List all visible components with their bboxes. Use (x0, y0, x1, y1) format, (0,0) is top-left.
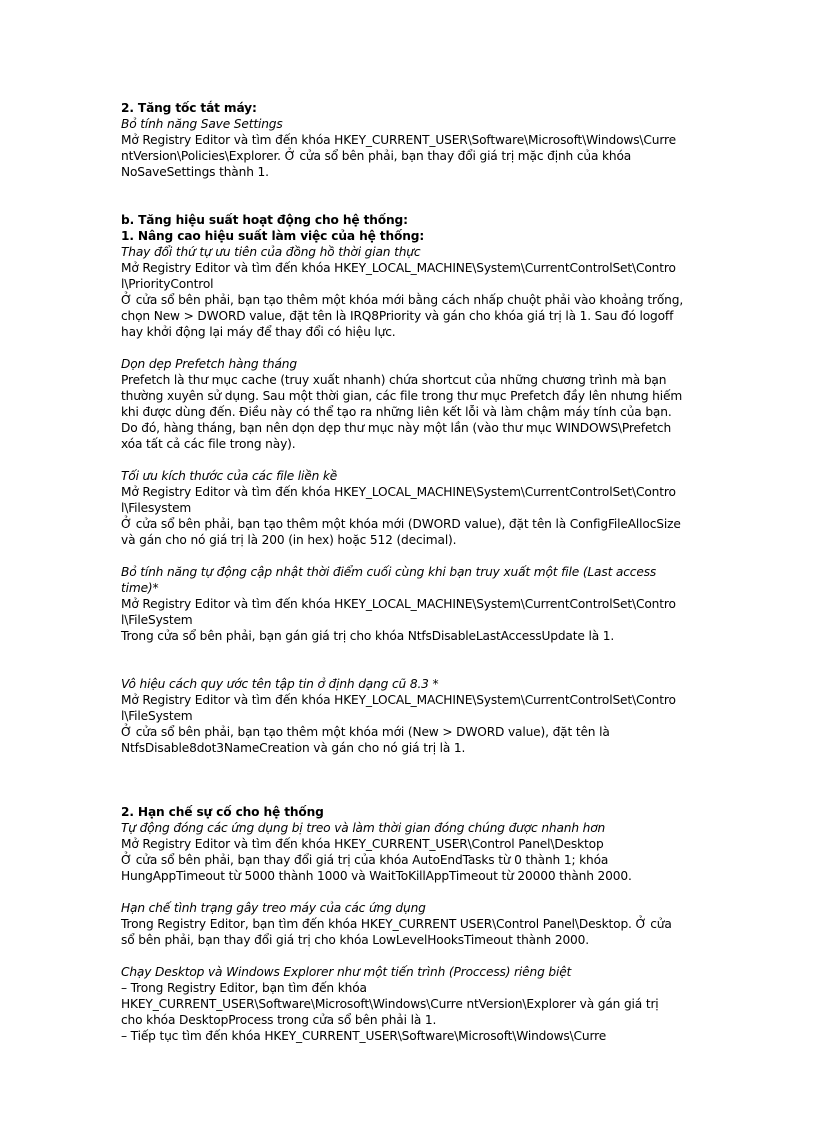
section-speedup-shutdown (121, 100, 701, 180)
tip-text-line: hay khởi động lại máy để thay đổi có hiệu lực. (121, 325, 396, 339)
tip-text-line: l\Filesystem (121, 501, 192, 515)
tip-text-line: ntVersion\Policies\Explorer. Ở cửa sổ bên phải, bạn thay đổi giá trị mặc định của khóa (121, 149, 632, 163)
tip-text-line: Mở Registry Editor và tìm đến khóa HKEY_LOCAL_MACHINE\System\CurrentControlSet\Contro (121, 261, 676, 275)
tip-title: Bỏ tính năng tự động cập nhật thời điểm cuối cùng khi bạn truy xuất một file (Last access (121, 565, 657, 579)
tip-clean-prefetch (121, 356, 701, 452)
tip-text-line: l\FileSystem (121, 709, 193, 723)
tip-text-line: NoSaveSettings thành 1. (121, 165, 269, 179)
tip-title: time)* (121, 581, 159, 595)
tip-text-line: Prefetch là thư mục cache (truy xuất nhanh) chứa shortcut của những chương trình mà bạn (121, 373, 667, 387)
section-performance (121, 212, 701, 756)
tip-desktop-process (121, 964, 701, 1044)
tip-text-line: xóa tất cả các file trong này). (121, 437, 296, 451)
tip-text-line: Ở cửa sổ bên phải, bạn tạo thêm một khóa mới (DWORD value), đặt tên là ConfigFileAllocSize (121, 517, 681, 531)
tip-text-line: Mở Registry Editor và tìm đến khóa HKEY_CURRENT_USER\Software\Microsoft\Windows\Curre (121, 133, 676, 147)
tip-title: Vô hiệu cách quy ước tên tập tin ở định dạng cũ 8.3 * (121, 677, 439, 691)
tip-8dot3-name-creation (121, 676, 701, 756)
tip-text-line: Trong Registry Editor, bạn tìm đến khóa HKEY_CURRENT USER\Control Panel\Desktop. Ở cửa (121, 917, 672, 931)
tip-contiguous-file-size (121, 468, 701, 548)
tip-text-line: Ở cửa sổ bên phải, bạn thay đổi giá trị của khóa AutoEndTasks từ 0 thành 1; khóa (121, 853, 609, 867)
document-page (121, 100, 701, 1044)
tip-title: Thay đổi thứ tự ưu tiên của đồng hồ thời gian thực (121, 245, 421, 259)
section-heading: b. Tăng hiệu suất hoạt động cho hệ thống: (121, 213, 408, 227)
section-limit-problems (121, 804, 701, 1044)
tip-low-level-hooks (121, 900, 701, 948)
tip-text-line: l\FileSystem (121, 613, 193, 627)
tip-text-line: Mở Registry Editor và tìm đến khóa HKEY_LOCAL_MACHINE\System\CurrentControlSet\Contro (121, 485, 676, 499)
tip-text-line: sổ bên phải, bạn thay đổi giá trị cho khóa LowLevelHooksTimeout thành 2000. (121, 933, 589, 947)
tip-text-line: chọn New > DWORD value, đặt tên là IRQ8Priority và gán cho khóa giá trị là 1. Sau đó logoff (121, 309, 674, 323)
tip-text-line: HungAppTimeout từ 5000 thành 1000 và WaitToKillAppTimeout từ 20000 thành 2000. (121, 869, 632, 883)
tip-title: Tự động đóng các ứng dụng bị treo và làm thời gian đóng chúng được nhanh hơn (121, 821, 606, 835)
section-heading: 2. Tăng tốc tắt máy: (121, 101, 257, 115)
section-heading: 2. Hạn chế sự cố cho hệ thống (121, 805, 324, 819)
tip-auto-end-tasks (121, 820, 701, 884)
tip-text-line: HKEY_CURRENT_USER\Software\Microsoft\Windows\Curre ntVersion\Explorer và gán giá trị (121, 997, 659, 1011)
tip-text-line: – Trong Registry Editor, bạn tìm đến khóa (121, 981, 367, 995)
tip-realtime-clock-priority (121, 244, 701, 340)
tip-text-line: khi được dùng đến. Điều này có thể tạo ra những liên kết lỗi và làm chậm máy tính của bạn. (121, 405, 672, 419)
tip-text-line: Mở Registry Editor và tìm đến khóa HKEY_CURRENT_USER\Control Panel\Desktop (121, 837, 604, 851)
tip-text-line: và gán cho nó giá trị là 200 (in hex) hoặc 512 (decimal). (121, 533, 457, 547)
tip-title: Tối ưu kích thước của các file liền kề (121, 469, 338, 483)
tip-text-line: – Tiếp tục tìm đến khóa HKEY_CURRENT_USER\Software\Microsoft\Windows\Curre (121, 1029, 607, 1043)
tip-last-access-update (121, 564, 701, 644)
tip-title: Bỏ tính năng Save Settings (121, 117, 283, 131)
section-subheading: 1. Nâng cao hiệu suất làm việc của hệ thống: (121, 229, 425, 243)
tip-text-line: NtfsDisable8dot3NameCreation và gán cho nó giá trị là 1. (121, 741, 466, 755)
tip-text-line: Ở cửa sổ bên phải, bạn tạo thêm một khóa mới bằng cách nhấp chuột phải vào khoảng trống, (121, 293, 684, 307)
tip-title: Dọn dẹp Prefetch hàng tháng (121, 357, 297, 371)
tip-title: Hạn chế tình trạng gây treo máy của các ứng dụng (121, 901, 426, 915)
tip-text-line: Do đó, hàng tháng, bạn nên dọn dẹp thư mục này một lần (vào thư mục WINDOWS\Prefetch (121, 421, 672, 435)
tip-text-line: l\PriorityControl (121, 277, 214, 291)
tip-text-line: Trong cửa sổ bên phải, bạn gán giá trị cho khóa NtfsDisableLastAccessUpdate là 1. (121, 629, 615, 643)
tip-text-line: Mở Registry Editor và tìm đến khóa HKEY_LOCAL_MACHINE\System\CurrentControlSet\Contro (121, 597, 676, 611)
tip-text-line: cho khóa DesktopProcess trong cửa sổ bên phải là 1. (121, 1013, 437, 1027)
tip-title: Chạy Desktop và Windows Explorer như một tiến trình (Proccess) riêng biệt (121, 965, 572, 979)
tip-text-line: thường xuyên sử dụng. Sau một thời gian, các file trong thư mục Prefetch đầy lên nhưng hiếm (121, 389, 683, 403)
tip-text-line: Ở cửa sổ bên phải, bạn tạo thêm một khóa mới (New > DWORD value), đặt tên là (121, 725, 610, 739)
tip-text-line: Mở Registry Editor và tìm đến khóa HKEY_LOCAL_MACHINE\System\CurrentControlSet\Contro (121, 693, 676, 707)
